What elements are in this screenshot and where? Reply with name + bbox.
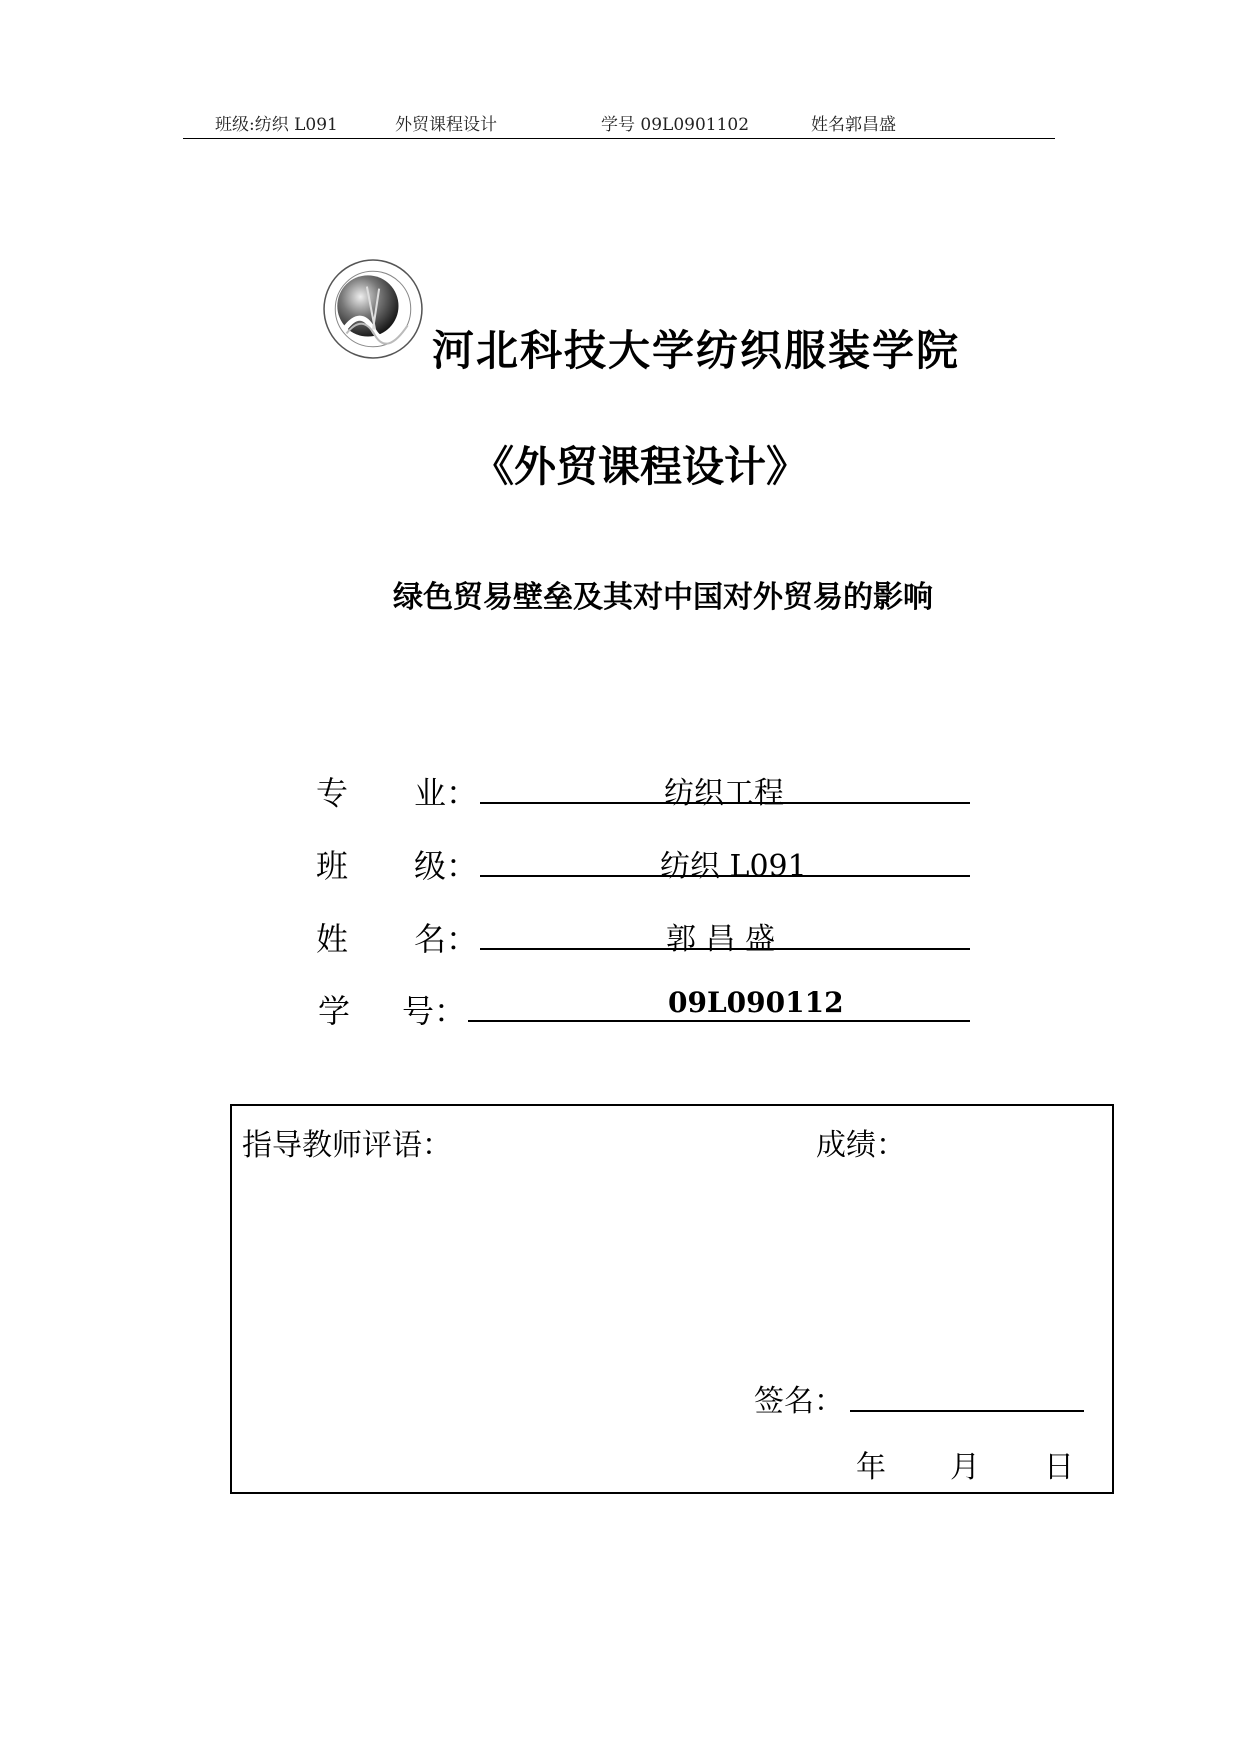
header-student-id: 学号 09L0901102: [601, 115, 750, 135]
thesis-title: 绿色贸易壁垒及其对中国对外贸易的影响: [393, 580, 933, 615]
major-value: 纺织工程: [664, 776, 784, 811]
header-class: 班级:纺织 L091: [215, 115, 338, 135]
college-name: 河北科技大学纺织服装学院: [432, 326, 961, 375]
header-name: 姓名郭昌盛: [811, 115, 896, 135]
running-header: [183, 110, 1055, 139]
signature-line: [850, 1410, 1084, 1412]
university-logo-icon: [322, 258, 424, 360]
class-label-char1: 班: [316, 847, 349, 885]
header-course: 外贸课程设计: [395, 115, 497, 135]
id-label-char1: 学: [318, 992, 351, 1030]
grade-label: 成绩：: [816, 1128, 906, 1163]
course-title: 《外贸课程设计》: [472, 442, 809, 491]
id-value: 09L090112: [668, 986, 844, 1019]
date-year: 年: [856, 1450, 886, 1485]
signature-label: 签名：: [754, 1384, 844, 1419]
major-label-char1: 专: [316, 774, 349, 812]
name-label-char2: 名：: [414, 920, 479, 958]
date-day: 日: [1044, 1450, 1074, 1485]
class-label-char2: 级：: [414, 847, 479, 885]
teacher-comment-label: 指导教师评语：: [242, 1128, 452, 1163]
id-label-char2: 号：: [402, 992, 467, 1030]
name-value: 郭 昌 盛: [666, 922, 776, 957]
major-label-char2: 业：: [414, 774, 479, 812]
date-month: 月: [950, 1450, 980, 1485]
name-label-char1: 姓: [316, 920, 349, 958]
class-value: 纺织 L091: [660, 849, 807, 884]
